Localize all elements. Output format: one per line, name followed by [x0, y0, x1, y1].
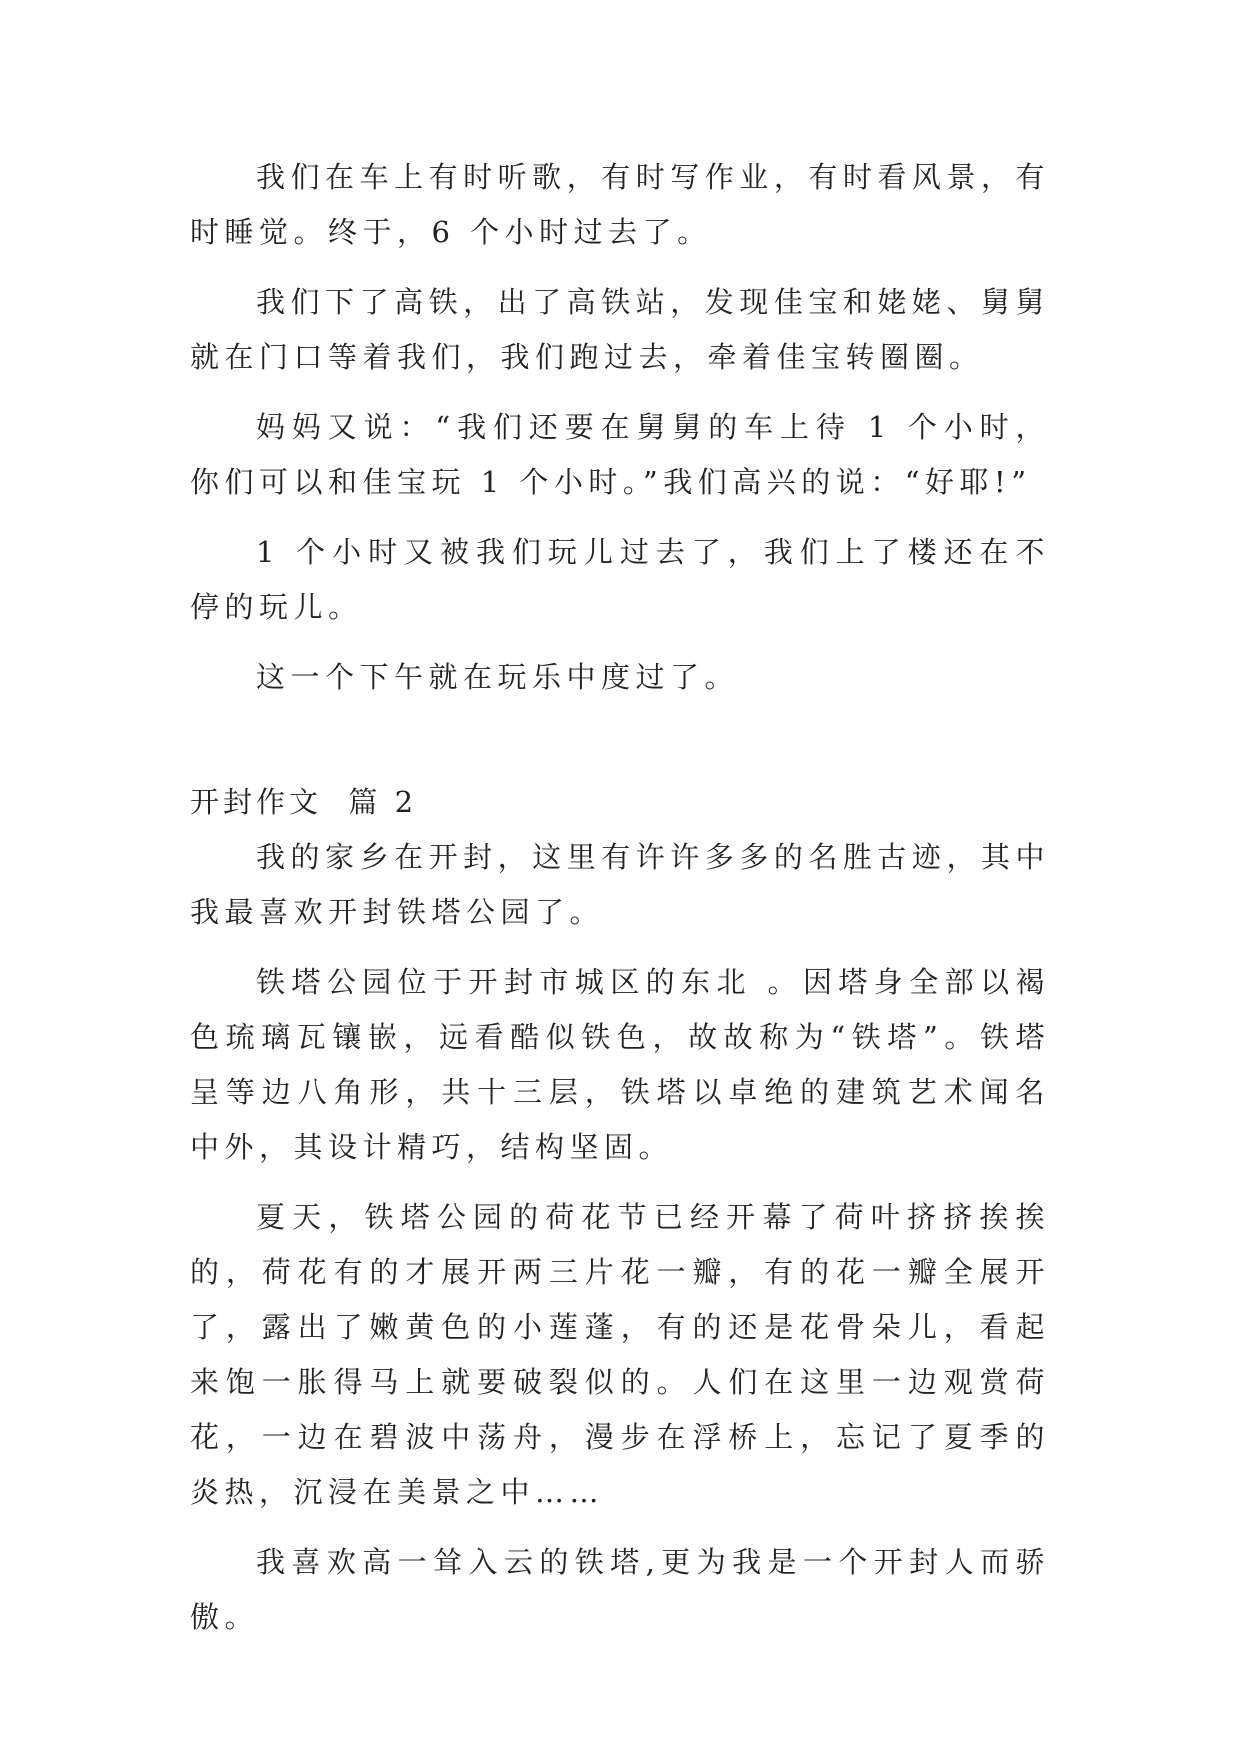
- document-body: [190, 150, 1050, 1645]
- paragraph-one-hour: 1 个小时又被我们玩儿过去了，我们上了楼还在不停的玩儿。: [190, 535, 1050, 624]
- paragraph-conclusion: 我喜欢高一耸入云的铁塔,更为我是一个开封人而骄傲。: [190, 1545, 1050, 1634]
- section-heading: 开封作文 篇 2: [190, 785, 418, 819]
- paragraph-summer-lotus: 夏天，铁塔公园的荷花节已经开幕了荷叶挤挤挨挨的，荷花有的才展开两三片花一瓣，有的花一瓣全展开了，露出了嫩黄色的小莲蓬，有的还是花骨朵儿，看起来饱一胀得马上就要破裂似的。人们在这里一边观赏荷花，一边在碧波中荡舟，漫步在浮桥上，忘记了夏季的炎热，沉浸在美景之中……: [190, 1200, 1050, 1509]
- paragraph-hometown: 我的家乡在开封，这里有许许多多的名胜古迹，其中我最喜欢开封铁塔公园了。: [190, 840, 1050, 929]
- paragraph-afternoon: 这一个下午就在玩乐中度过了。: [256, 660, 740, 694]
- paragraph-mother-says: 妈妈又说：“我们还要在舅舅的车上待 1 个小时，你们可以和佳宝玩 1 个小时。”我们高兴的说：“好耶!”: [190, 410, 1050, 499]
- paragraph-train-ride: 我们在车上有时听歌，有时写作业，有时看风景，有时睡觉。终于，6 个小时过去了。: [190, 160, 1050, 249]
- paragraph-iron-pagoda: 铁塔公园位于开封市城区的东北 。因塔身全部以褐色琉璃瓦镶嵌，远看酷似铁色，故故称为“铁塔”。铁塔呈等边八角形，共十三层，铁塔以卓绝的建筑艺术闻名中外，其设计精巧，结构坚固。: [190, 965, 1050, 1164]
- paragraph-arrival: 我们下了高铁，出了高铁站，发现佳宝和姥姥、舅舅就在门口等着我们，我们跑过去，牵着佳宝转圈圈。: [190, 285, 1050, 374]
